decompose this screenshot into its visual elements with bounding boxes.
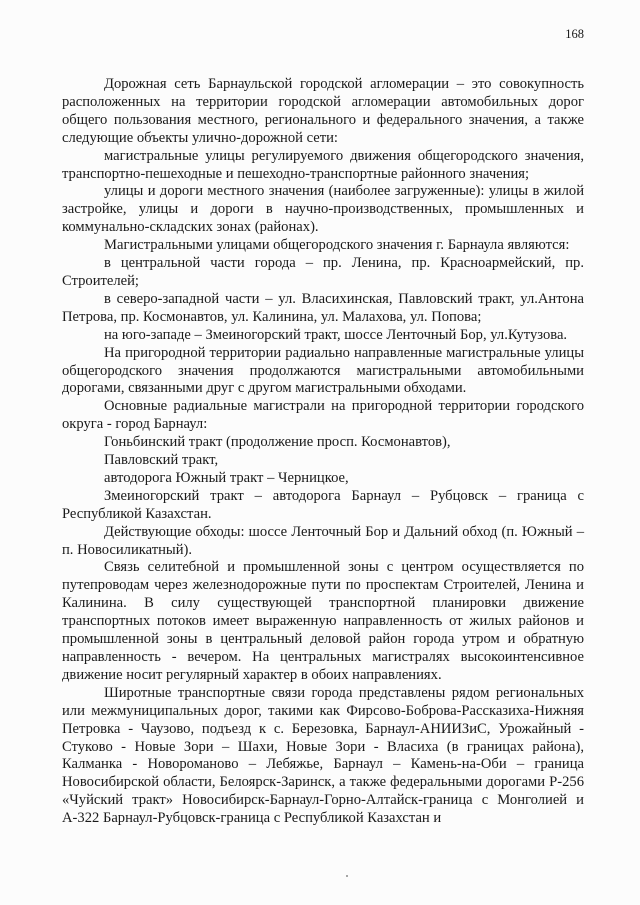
paragraph-list-item: в северо-западной части – ул. Власихинская, Павловский тракт, ул.Антона Петрова, пр. Космонавтов, ул. Калинина, ул. Малахова, ул. Попова; (62, 290, 584, 325)
paragraph-main-streets-heading: Магистральными улицами общегородского значения г. Барнаула являются: (104, 237, 570, 254)
paragraph-bypasses: Действующие обходы: шоссе Ленточный Бор и Дальний обход (п. Южный – п. Новосиликатный). (62, 523, 584, 558)
paragraph-list-item: Гоньбинский тракт (продолжение просп. Космонавтов), (104, 434, 451, 451)
body-text (62, 76, 584, 828)
paragraph-latitudinal: Широтные транспортные связи города представлены рядом региональных или межмуниципальных дорог, такими как Фирсово-Боброва-Рассказиха-Нижняя Петровка - Чаузово, подъезд к с. Березовка, Барнаул-АНИИЗиС, Урожайный - Стуково - Новые Зори – Шахи, Новые Зори - Власиха (в границах района), Калманка - Новороманово – Лебяжье, Барнаул – Камень-на-Оби – граница Новосибирской области, Белоярск-Заринск, а также федеральными дорогами Р-256 «Чуйский тракт» Новосибирск-Барнаул-Горно-Алтайск-граница с Монголией и А-322 Барнаул-Рубцовск-граница с Республикой Казахстан и (62, 684, 584, 827)
paragraph-list-item: в центральной части города – пр. Ленина, пр. Красноармейский, пр. Строителей; (62, 255, 584, 289)
paragraph-list-item: магистральные улицы регулируемого движения общегородского значения, транспортно-пешеходные и пешеходно-транспортные районного значения; (62, 147, 584, 182)
paragraph-suburban: На пригородной территории радиально направленные магистральные улицы общегородского значения продолжаются магистральными автомобильными дорогами, связанными друг с другом магистральными обходами. (62, 344, 584, 397)
paragraph-list-item: Павловский тракт, (104, 452, 219, 469)
paragraph-list-item: автодорога Южный тракт – Черницкое, (104, 469, 349, 486)
paragraph-connections: Связь селитебной и промышленной зоны с центром осуществляется по путепроводам через железнодорожные пути по проспектам Строителей, Ленина и Калинина. В силу существующей транспортной планировки движение транспортных потоков имеет выраженную направленность от жилых районов и промышленной зоны в центральный деловой район города утром и обратную направленность - вечером. На центральных магистралях высокоинтенсивное движение носит регулярный характер в обоих направлениях. (62, 559, 584, 683)
scan-speck (346, 875, 348, 877)
paragraph-list-item: на юго-западе – Змеиногорский тракт, шоссе Ленточный Бор, ул.Кутузова. (104, 326, 568, 343)
paragraph-radial-heading: Основные радиальные магистрали на пригородной территории городского округа - город Барнаул: (62, 398, 584, 433)
page-number: 168 (565, 27, 584, 41)
paragraph-intro: Дорожная сеть Барнаульской городской агломерации – это совокупность расположенных на территории городской агломерации автомобильных дорог общего пользования местного, регионального и федерального значения, а также следующие объекты улично-дорожной сети: (62, 76, 584, 146)
paragraph-list-item: Змеиногорский тракт – автодорога Барнаул – Рубцовск – граница с Республикой Казахстан. (62, 487, 584, 522)
paragraph-list-item: улицы и дороги местного значения (наиболее загруженные): улицы в жилой застройке, улицы и дороги в научно-производственных, промышленных и коммунально-складских зонах (районах). (62, 183, 584, 236)
